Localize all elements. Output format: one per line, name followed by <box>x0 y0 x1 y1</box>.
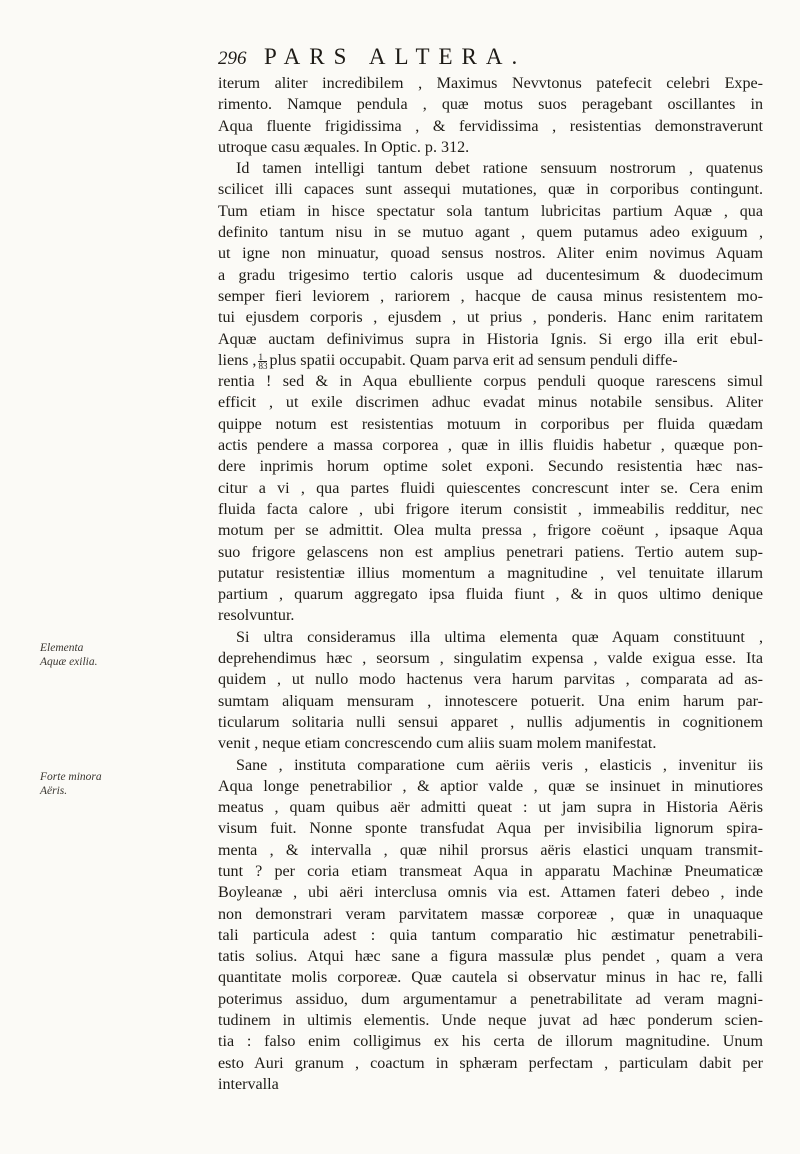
text-line: quantitate molis corporeæ. Quæ cautela si observatur minus in hac re, falli <box>218 969 763 987</box>
text-line: Id tamen intelligi tantum debet ratione sensuum nostrorum , quatenus <box>236 160 763 178</box>
text-line: poterimus assiduo, dum argumentamur a penetrabilitate ad veram magni- <box>218 990 763 1008</box>
text-segment: liens , <box>218 351 257 369</box>
text-line: motum per se admittit. Olea multa pressa , frigore coëunt , ipsaque Aqua <box>218 522 763 540</box>
text-line: definito tantum nisu in se mutuo agant , quem putamus adeo exiguum , <box>218 224 763 242</box>
text-line: venit , neque etiam concrescendo cum aliis suam molem manifestat. <box>218 735 657 753</box>
text-line: dere inprimis horum optime solet exponi. Secundo resistentia hæc nas- <box>218 458 763 476</box>
text-line: Aqua longe penetrabilior , & aptior valde , quæ se insinuet in minutiores <box>218 777 763 795</box>
margin-note-elementa: Elementa Aquæ exilia. <box>40 642 98 668</box>
catchword <box>218 1095 763 1116</box>
text-line: utroque casu æquales. In Optic. p. 312. <box>218 138 470 156</box>
running-head: PARS ALTERA. <box>264 44 527 69</box>
text-line: iterum aliter incredibilem , Maximus Nevvtonus patefecit celebri Expe- <box>218 75 763 92</box>
fraction <box>258 353 267 370</box>
text-line: resolvuntur. <box>218 607 295 625</box>
text-line: sumtam aliquam mensuram , innotescere potuerit. Una enim harum par- <box>218 692 763 710</box>
text-line-with-fraction <box>218 350 763 371</box>
text-line: tatis solius. Atqui hæc sane a figura massulæ plus pendet , quam a vera <box>218 948 763 966</box>
text-line: quippe notum est resistentias motuum in corporibus per fluida quædam <box>218 415 763 433</box>
page-header <box>218 44 758 74</box>
text-line: Aqua fluente frigidissima , & fervidissima , resistentias demonstraverunt <box>218 117 763 135</box>
text-line: fluida facta calore , ubi frigore iterum consistit , immeabilis redditur, nec <box>218 500 763 518</box>
text-segment: plus spatii occupabit. Quam parva erit ad sensum penduli diffe- <box>269 351 678 369</box>
text-line: putatur resistentiæ illius momentum a magnitudine , vel tenuitate illarum <box>218 564 763 582</box>
text-line: rimento. Namque pendula , quæ motus suos peragebant oscillantes in <box>218 96 763 114</box>
text-line: scilicet illi capaces sunt assequi mutationes, quæ in corporibus contingunt. <box>218 181 763 199</box>
text-line: a gradu trigesimo tertio caloris usque ad ducentesimum & duodecimum <box>218 266 763 284</box>
body-text <box>218 73 763 1117</box>
text-line: visum fuit. Nonne sponte transfudat Aqua per invisibilia lignorum spira- <box>218 820 763 838</box>
text-line: ut igne non minuatur, quoad sensus nostros. Aliter enim novimus Aquam <box>218 245 763 263</box>
text-line: intervalla <box>218 1075 279 1093</box>
text-line: actis pendere a massa corporea , quæ in illis fluidis habetur , quæque pon- <box>218 437 763 455</box>
text-line: tudinem in ultimis elementis. Unde neque juvat ad hæc ponderum scien- <box>218 1012 763 1030</box>
text-line: semper fieri leviorem , rariorem , hacque de causa minus resistentem mo- <box>218 287 763 305</box>
text-line: Aquæ auctam definivimus supra in Historia Ignis. Si ergo illa erit ebul- <box>218 330 763 348</box>
text-line: tui ejusdem corporis , ejusdem , ut prius , ponderis. Hanc enim raritatem <box>218 309 763 327</box>
text-line: Tum etiam in hisce spectatur sola tantum lubricitas partium Aquæ , qua <box>218 202 763 220</box>
text-line: efficit , ut exile discrimen adhuc evadat minus notabile sensibus. Aliter <box>218 394 763 412</box>
text-line: suo frigore gelascens non est amplius penetrari patiens. Tertio autem sup- <box>218 543 763 561</box>
margin-note-forte-minora: Forte minora Aëris. <box>40 771 102 797</box>
text-line: Si ultra consideramus illa ultima elementa quæ Aquam constituunt , <box>236 628 763 646</box>
fraction-numerator: 1 <box>258 353 267 362</box>
text-line: rentia ! sed & in Aqua ebulliente corpus penduli quoque rarescens simul <box>218 373 763 391</box>
fraction-denominator: 83 <box>258 360 268 371</box>
text-line: deprehendimus hæc , seorsum , singulatim expensa , valde exigua esse. Ita <box>218 650 763 668</box>
text-line: meatus , quam quibus aër admitti queat : ut jam supra in Historia Aëris <box>218 799 763 817</box>
text-line: menta , & intervalla , quæ nihil prorsus aëris elastici unquam transmit- <box>218 841 763 859</box>
text-line: citur a vi , qua partes fluidi quiescentes concrescunt inter se. Cera enim <box>218 479 763 497</box>
page-number: 296 <box>218 48 247 69</box>
text-line: Boyleanæ , ubi aëri interclusa omnis via est. Attamen fateri debeo , inde <box>218 884 763 902</box>
text-line: tia : falso enim colligimus ex his certa de illorum magnitudine. Unum <box>218 1033 763 1051</box>
text-line: tali particula adest : quia tantum comparatio hic æstimatur penetrabili- <box>218 926 763 944</box>
text-line: ticularum solitaria nulli sensui apparet , nullis adjumentis in cognitionem <box>218 713 763 731</box>
text-line: partium , quarum aggregato ipsa fluida fiunt , & in quos ultimo denique <box>218 586 763 604</box>
text-line: Sane , instituta comparatione cum aëriis veris , elasticis , invenitur iis <box>236 756 763 774</box>
text-line: esto Auri granum , coactum in sphæram perfectam , particulam dabit per <box>218 1054 763 1072</box>
text-line: tunt ? per coria etiam transmeat Aqua in apparatu Machinæ Pneumaticæ <box>218 862 763 880</box>
text-line: quidem , ut nullo modo hactenus vera harum parvitas , comparata ad as- <box>218 671 763 689</box>
text-line: non demonstrari veram parvitatem massæ corporeæ , quæ in unaquaque <box>218 905 763 923</box>
